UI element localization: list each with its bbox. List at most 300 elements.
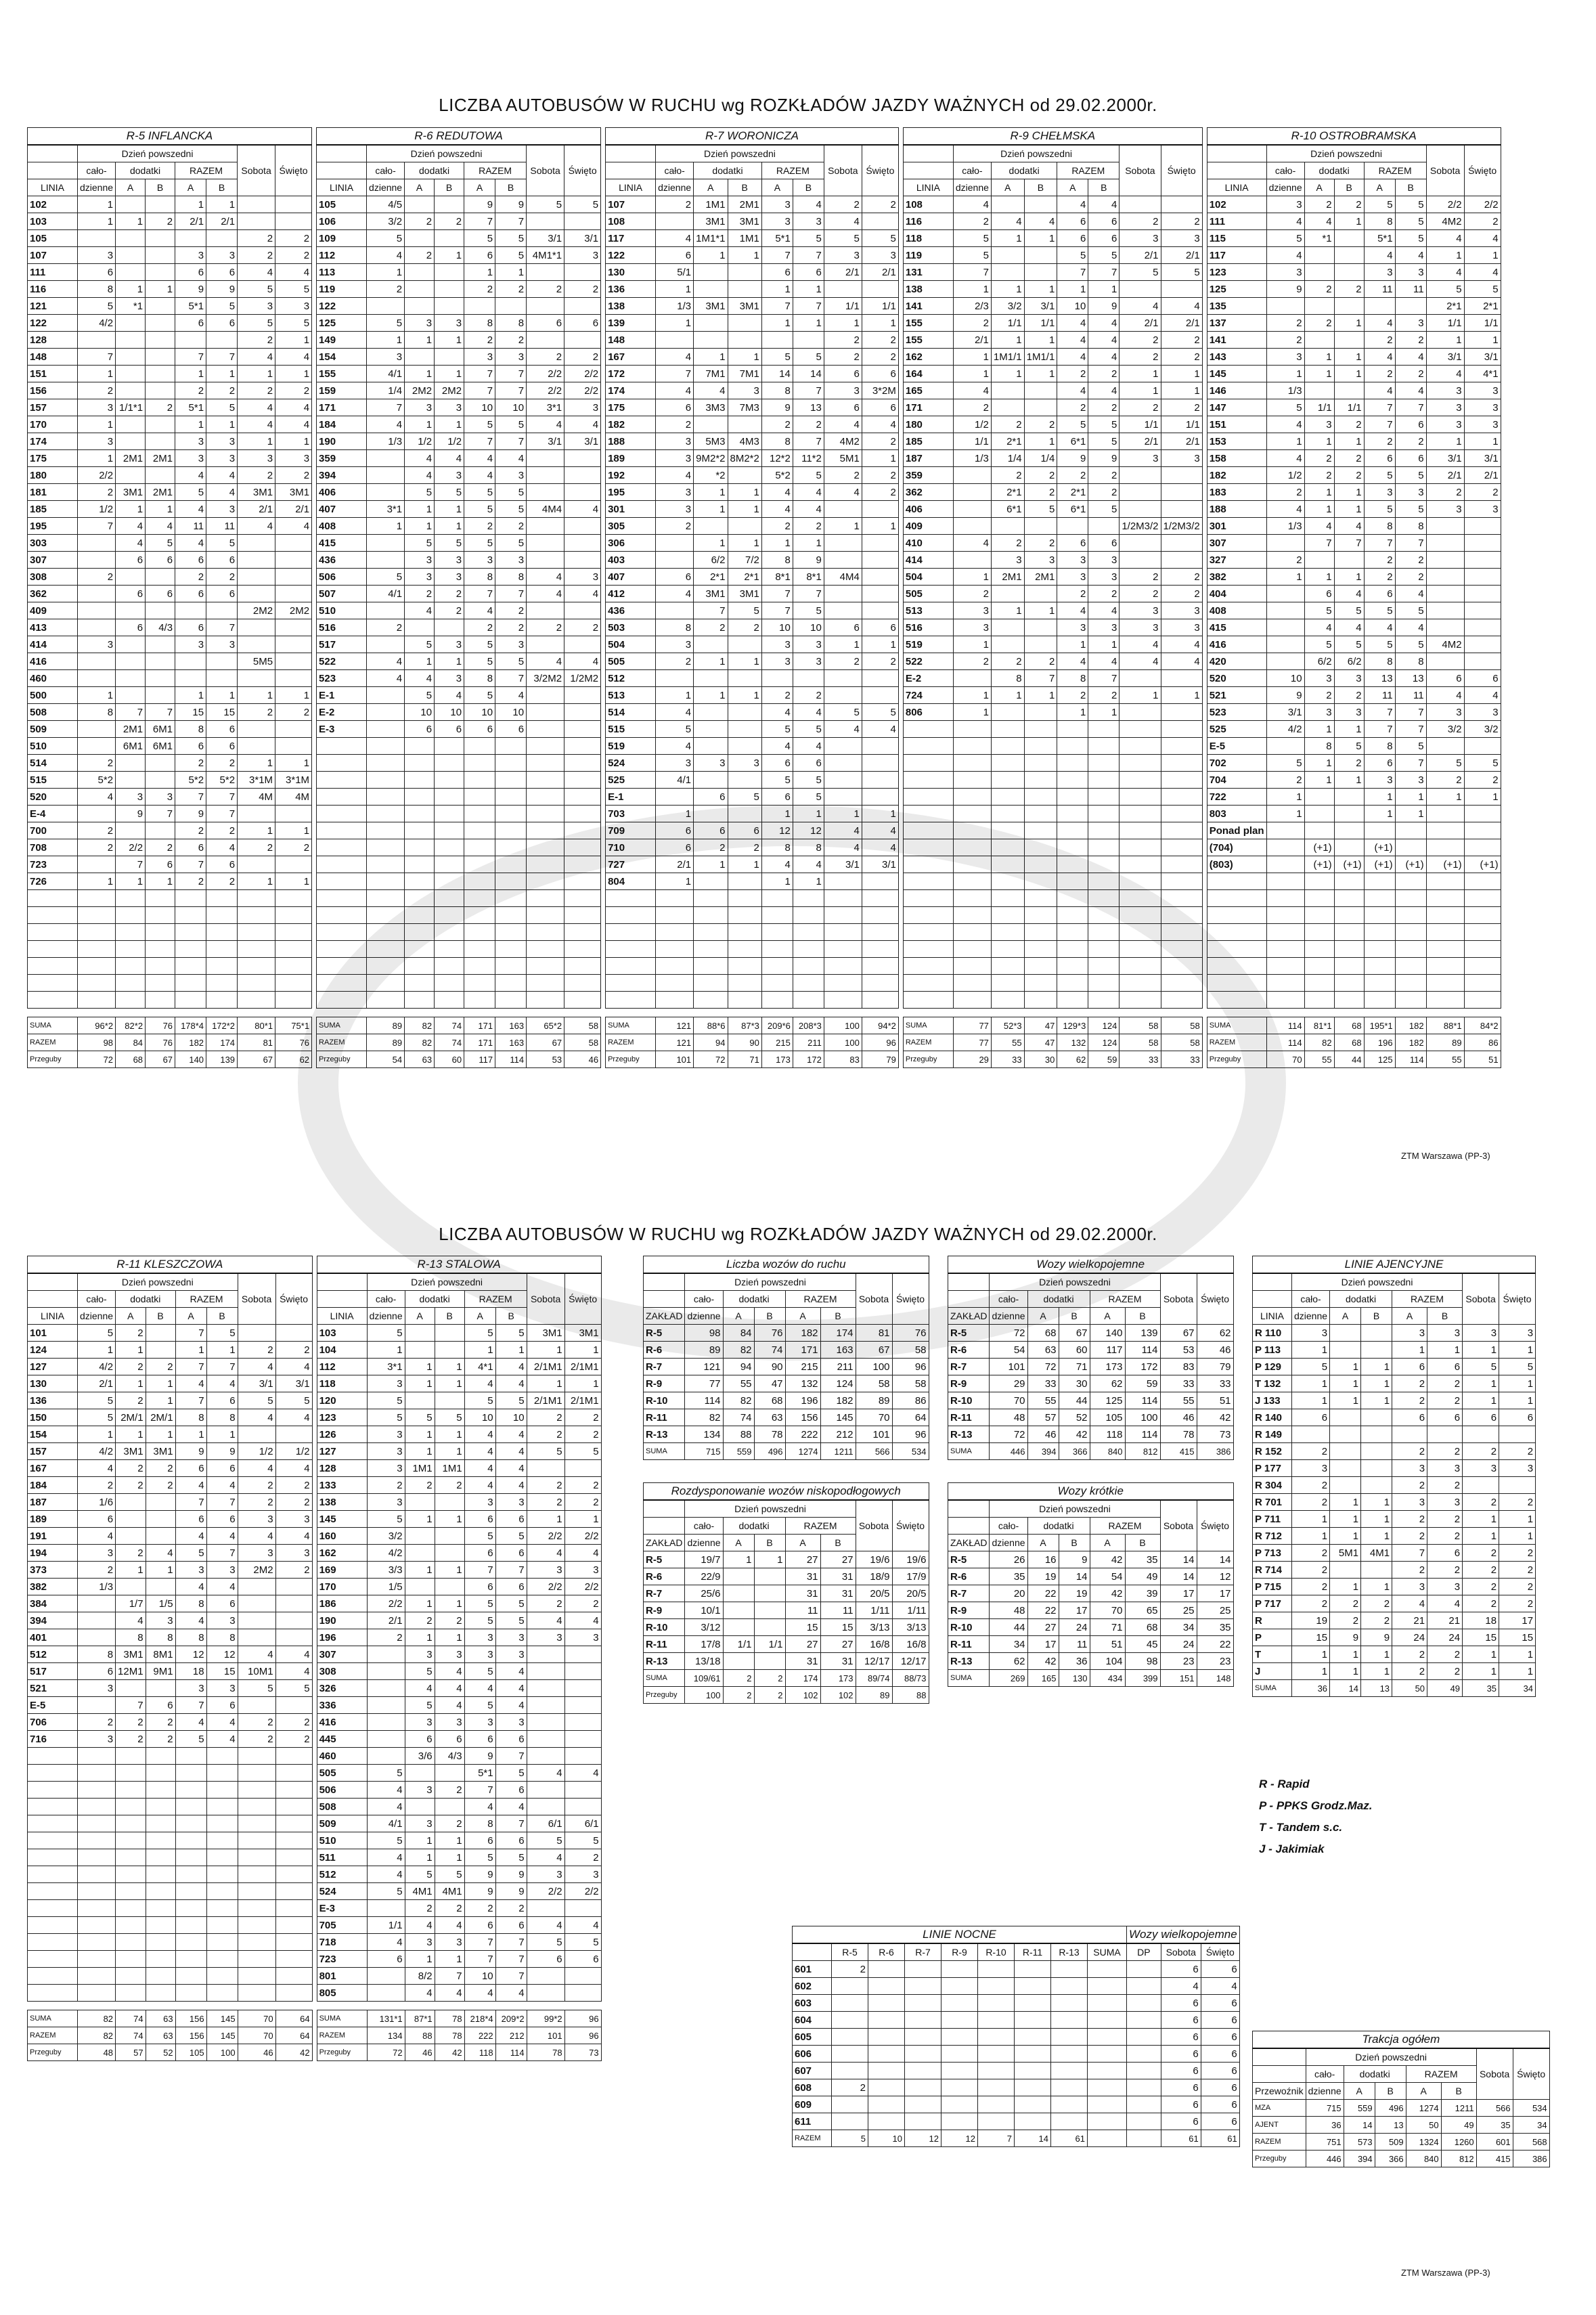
table-cell: 89 (1426, 1034, 1464, 1051)
table-row (28, 1612, 313, 1629)
table-cell (953, 890, 991, 907)
table-row (28, 264, 312, 281)
table-cell (78, 856, 116, 873)
table-cell: 2 (1292, 1595, 1330, 1612)
table-cell: 104 (317, 1342, 367, 1359)
table-row (28, 1782, 313, 1799)
table-cell: 2 (435, 602, 464, 619)
table-cell: 3 (405, 1782, 435, 1799)
header-cell: Święto (892, 1500, 929, 1551)
table-cell: 68 (1334, 1017, 1364, 1034)
header-row (644, 1500, 929, 1518)
table-cell: 82 (685, 1409, 723, 1426)
header-cell: dzienne (953, 179, 991, 196)
table-cell: 2 (1292, 1545, 1330, 1562)
table-cell: 5*2 (78, 772, 116, 789)
table-cell: 5 (1395, 602, 1426, 619)
table-cell (1088, 518, 1120, 535)
table-cell (728, 907, 761, 924)
table-cell: 2 (694, 839, 728, 856)
table-cell: 62 (275, 1051, 312, 1068)
header-cell: RAZEM (761, 162, 824, 179)
table-cell: 19 (1059, 1585, 1090, 1602)
table-cell: 1 (1464, 247, 1501, 264)
header-cell: Dzień powszedni (953, 145, 1119, 162)
table-cell: 2 (367, 281, 405, 298)
table-cell: 308 (28, 569, 78, 586)
table-cell: 1 (793, 806, 824, 822)
table-cell: 3 (1334, 704, 1364, 721)
table-row (1253, 1579, 1536, 1595)
table-cell: 77 (953, 1017, 991, 1034)
table-cell (1304, 789, 1334, 806)
table-cell (275, 1579, 312, 1595)
table-cell: 2 (1427, 1443, 1463, 1460)
table-cell (1161, 704, 1202, 721)
table-cell: 3 (656, 484, 694, 501)
table-cell: 4 (238, 264, 275, 281)
table-cell (146, 467, 175, 484)
table-cell: 145 (317, 1511, 367, 1528)
table-cell: 4 (1334, 619, 1364, 636)
table-cell: 192 (606, 467, 656, 484)
table-cell: 3M1 (728, 586, 761, 602)
table-cell: 2 (405, 247, 435, 264)
table-cell: 1 (862, 450, 898, 467)
table-cell: 64 (275, 2027, 312, 2044)
table-cell (991, 975, 1024, 992)
table-cell: 4 (116, 535, 146, 552)
header-cell: dodatki (991, 162, 1057, 179)
table-cell (1330, 1426, 1361, 1443)
table-cell (1088, 992, 1120, 1009)
table-cell: 6 (464, 247, 495, 264)
table-cell: 6/2 (694, 552, 728, 569)
header-cell: ZAKŁAD (948, 1308, 990, 1325)
table-row (1253, 1392, 1536, 1409)
table-cell: 182 (175, 1034, 206, 1051)
table-cell: 63 (405, 1051, 435, 1068)
table-cell (903, 822, 953, 839)
table-row (28, 1832, 313, 1849)
table-cell (28, 1985, 78, 2002)
table-cell: 1 (1463, 1392, 1499, 1409)
table-cell: 4 (464, 1375, 495, 1392)
table-cell: 8 (175, 1629, 206, 1646)
table-cell: 1 (1361, 1359, 1392, 1375)
table-cell: (+1) (1464, 856, 1501, 873)
table-cell (1120, 822, 1161, 839)
table-cell: 35 (990, 1568, 1027, 1585)
table-cell: 3 (435, 399, 464, 416)
table-cell (1427, 1426, 1463, 1443)
table-cell: 13 (1364, 670, 1395, 687)
table-cell: 2 (464, 281, 495, 298)
table-cell: R-10 (644, 1619, 685, 1636)
table-cell (1463, 1477, 1499, 1494)
table-cell (367, 992, 405, 1009)
table-row (28, 298, 312, 315)
table-cell (1304, 806, 1334, 822)
table-cell: P 711 (1253, 1511, 1292, 1528)
table-cell: 710 (606, 839, 656, 856)
table-cell (116, 653, 146, 670)
table-cell: 160 (317, 1528, 367, 1545)
table-cell: 8 (761, 433, 793, 450)
table-cell (656, 975, 694, 992)
table-row (903, 822, 1202, 839)
table-cell (78, 1849, 116, 1866)
table-cell: 3 (656, 433, 694, 450)
table-row (317, 230, 601, 247)
table-row (28, 1815, 313, 1832)
table-cell: 5*1 (175, 298, 206, 315)
table-row (317, 298, 601, 315)
table-cell: 5 (1395, 213, 1426, 230)
table-cell: 33 (1120, 1051, 1161, 1068)
table-cell (28, 958, 78, 975)
header-cell: cało- (953, 162, 991, 179)
table-cell: 366 (1375, 2151, 1406, 2167)
table-cell: 71 (1090, 1619, 1125, 1636)
table-cell: R-5 (644, 1551, 685, 1568)
table-cell: 3/1 (862, 856, 898, 873)
header-cell: A (116, 1308, 146, 1325)
table-cell (405, 975, 435, 992)
table-cell (1266, 636, 1304, 653)
table-cell (206, 924, 238, 941)
table-cell (564, 552, 601, 569)
table-cell: 523 (317, 670, 367, 687)
table-cell: 516 (317, 619, 367, 636)
table-cell: 2/2 (564, 1528, 601, 1545)
table-cell: 61 (1161, 2130, 1201, 2147)
table-cell (564, 738, 601, 755)
table-cell (564, 1900, 601, 1917)
table-cell (656, 332, 694, 349)
table-cell: 1/2 (953, 416, 991, 433)
table-cell (1057, 856, 1088, 873)
table-cell: 3 (1161, 619, 1202, 636)
table-cell: 1 (1304, 772, 1334, 789)
table-cell: 172 (1125, 1359, 1160, 1375)
table-cell (761, 924, 793, 941)
table-cell (435, 1545, 464, 1562)
table-cell: 7 (1395, 704, 1426, 721)
table-cell: 394 (317, 467, 367, 484)
table-cell: 82 (405, 1017, 435, 1034)
table-cell (495, 789, 527, 806)
table-row (28, 1562, 313, 1579)
table-cell: 2 (78, 839, 116, 856)
table-cell (146, 196, 175, 213)
table-cell (527, 890, 564, 907)
table-cell: 150 (28, 1409, 78, 1426)
table-cell (1304, 873, 1334, 890)
table-cell: 2/3 (953, 298, 991, 315)
table-cell (1392, 1426, 1427, 1443)
table-cell: 10 (405, 704, 435, 721)
table-cell: 36 (1059, 1653, 1090, 1670)
table-cell (1207, 958, 1266, 975)
table-row (606, 535, 899, 552)
table-cell: 7 (1024, 670, 1057, 687)
table-cell: 6 (175, 839, 206, 856)
route-name: R-13 STALOWA (317, 1256, 601, 1274)
table-cell (275, 721, 312, 738)
table-cell: 7 (78, 518, 116, 535)
table-cell: 4 (206, 1528, 238, 1545)
table-cell: 67 (1160, 1325, 1197, 1342)
table-cell (435, 822, 464, 839)
table-title: LINIE NOCNE (793, 1926, 1127, 1944)
table-cell: 3 (495, 1714, 527, 1731)
table-row (317, 1325, 601, 1342)
table-cell: 68 (1027, 1325, 1059, 1342)
table-cell (824, 772, 862, 789)
table-cell: 2 (1161, 213, 1202, 230)
table-cell: 6 (1427, 1359, 1463, 1375)
table-cell: 5 (405, 1697, 435, 1714)
table-cell: 6 (564, 1951, 601, 1968)
table-cell: 5 (495, 247, 527, 264)
table-cell (275, 552, 312, 569)
separator-row (317, 1009, 601, 1017)
table-cell (367, 1968, 405, 1985)
table-cell (495, 822, 527, 839)
table-row (606, 619, 899, 636)
table-cell (78, 1782, 116, 1799)
table-cell: 4/3 (435, 1748, 464, 1765)
table-cell: 7 (206, 789, 238, 806)
table-cell: 154 (317, 349, 367, 366)
table-cell (495, 992, 527, 1009)
table-cell: 55 (1160, 1392, 1197, 1409)
table-cell: 117 (606, 230, 656, 247)
table-cell (116, 1799, 146, 1815)
header-cell: Dzień powszedni (1306, 2048, 1476, 2066)
table-cell: 8 (1395, 653, 1426, 670)
table-cell (527, 687, 564, 704)
table-cell: 407 (317, 501, 367, 518)
table-cell: 76 (146, 1034, 175, 1051)
table-cell: 5 (564, 1934, 601, 1951)
table-cell (238, 1765, 275, 1782)
table-cell: 4 (656, 382, 694, 399)
table-row (28, 2027, 313, 2044)
table-cell (903, 839, 953, 856)
table-row (606, 450, 899, 467)
table-row (606, 822, 899, 839)
table-cell: 4 (464, 1460, 495, 1477)
table-cell: 158 (1207, 450, 1266, 467)
table-cell (146, 349, 175, 366)
table-cell: 4 (1266, 416, 1304, 433)
table-cell (564, 467, 601, 484)
table-cell (606, 992, 656, 1009)
table-cell: 82 (405, 1034, 435, 1051)
table-cell (941, 2079, 978, 2096)
table-cell: 2 (146, 1714, 175, 1731)
table-cell (1395, 992, 1426, 1009)
table-cell: 3 (564, 1562, 601, 1579)
table-cell (405, 772, 435, 789)
table-cell (1015, 1995, 1051, 2012)
table-cell: 4 (656, 738, 694, 755)
table-cell (656, 1009, 694, 1017)
table-cell: 6 (1364, 450, 1395, 467)
table-cell: 19/6 (856, 1551, 892, 1568)
table-cell: 1/2M2 (564, 670, 601, 687)
table-cell (1051, 1978, 1088, 1995)
table-row (28, 1595, 313, 1612)
table-cell (238, 806, 275, 822)
table-cell (1024, 247, 1057, 264)
table-cell: 140 (1090, 1325, 1125, 1342)
table-cell: 49 (1427, 1680, 1463, 1697)
table-cell: 2 (1057, 467, 1088, 484)
table-cell: 2 (527, 349, 564, 366)
table-cell: 2 (1427, 1528, 1463, 1545)
table-cell: 51 (1464, 1051, 1501, 1068)
table-cell (527, 958, 564, 975)
table-cell: 6 (527, 315, 564, 332)
table-cell (1161, 738, 1202, 755)
table-cell: 2 (238, 1714, 275, 1731)
table-cell: 2 (1499, 1443, 1536, 1460)
table-cell (728, 890, 761, 907)
table-cell (1464, 653, 1501, 670)
table-cell: 98 (685, 1325, 723, 1342)
table-cell: 82 (723, 1342, 754, 1359)
table-cell (527, 518, 564, 535)
table-cell: 4 (1161, 1978, 1201, 1995)
table-cell: 1 (761, 873, 793, 890)
table-cell: 508 (28, 704, 78, 721)
table-cell: 406 (317, 484, 367, 501)
header-cell: RAZEM (175, 162, 238, 179)
table-cell: 96 (564, 2010, 601, 2027)
table-cell: 2 (175, 382, 206, 399)
table-cell: 2 (367, 619, 405, 636)
table-cell (78, 806, 116, 822)
table-cell: 122 (28, 315, 78, 332)
table-cell: 4/1 (367, 366, 405, 382)
table-cell: 327 (1207, 552, 1266, 569)
table-cell (1426, 975, 1464, 992)
table-row (317, 941, 601, 958)
table-cell (941, 2113, 978, 2130)
table-cell (694, 670, 728, 687)
table-row (1207, 1051, 1501, 1068)
table-cell (1334, 839, 1364, 856)
table-cell (238, 738, 275, 755)
table-cell: 6 (116, 586, 146, 602)
table-cell: 5 (1464, 281, 1501, 298)
table-cell: 2 (1364, 433, 1395, 450)
table-cell (1024, 992, 1057, 1009)
table-cell (275, 2002, 312, 2010)
table-cell (238, 721, 275, 738)
table-cell: 1 (1392, 1342, 1427, 1359)
table-cell: 27 (1027, 1619, 1059, 1636)
table-cell: 49 (1441, 2117, 1476, 2134)
table-cell: 608 (793, 2079, 832, 2096)
table-cell: 5 (495, 501, 527, 518)
table-cell: 2 (206, 822, 238, 839)
table-cell: 114 (685, 1392, 723, 1409)
table-cell: 1 (206, 416, 238, 433)
table-cell: 604 (793, 2012, 832, 2029)
table-cell: 6 (1426, 670, 1464, 687)
table-cell: 6 (1201, 2113, 1239, 2130)
header-cell: dodatki (694, 162, 762, 179)
table-cell: 4 (238, 1409, 275, 1426)
table-cell: 4M2 (1426, 636, 1464, 653)
table-cell (275, 196, 312, 213)
table-cell: 6 (1057, 213, 1088, 230)
table-cell (238, 636, 275, 653)
table-cell: 5 (832, 2130, 868, 2147)
table-cell: 3 (238, 1511, 275, 1528)
table-cell: 100 (685, 1687, 723, 1704)
table-cell (238, 1815, 275, 1832)
table-cell: 58 (892, 1342, 929, 1359)
table-cell: 403 (606, 552, 656, 569)
table-cell: 1 (694, 484, 728, 501)
table-cell: 8 (78, 704, 116, 721)
table-cell (405, 806, 435, 822)
table-cell (694, 315, 728, 332)
table-row (317, 975, 601, 992)
table-cell (116, 924, 146, 941)
table-cell: 14 (761, 366, 793, 382)
table-cell (146, 975, 175, 992)
table-cell: 156 (785, 1409, 820, 1426)
table-cell: 6 (495, 1579, 527, 1595)
table-cell (978, 2046, 1015, 2063)
table-cell: (+1) (1426, 856, 1464, 873)
table-cell: SUMA (1253, 1680, 1292, 1697)
table-cell: 1/1 (723, 1636, 754, 1653)
table-row (793, 2046, 1240, 2063)
header-cell: Dzień powszedni (685, 1500, 856, 1518)
wozy-krotkie-block (948, 1482, 1234, 1687)
table-cell: 16/8 (856, 1636, 892, 1653)
table-cell: 4 (824, 822, 862, 839)
table-cell: 174 (206, 1034, 238, 1051)
table-cell: 1 (1463, 1375, 1499, 1392)
table-row (1253, 2100, 1550, 2117)
table-cell: 3 (1426, 382, 1464, 399)
table-cell: 3 (464, 1629, 495, 1646)
table-cell: 510 (317, 602, 367, 619)
table-cell: 2 (1392, 1646, 1427, 1663)
table-cell: 86 (892, 1392, 929, 1409)
table-cell: 702 (1207, 755, 1266, 772)
table-cell: 4 (367, 1934, 405, 1951)
table-row (948, 1359, 1234, 1375)
table-row (644, 1602, 929, 1619)
table-cell: 194 (28, 1545, 78, 1562)
table-cell: 4 (495, 1460, 527, 1477)
header-cell: B (1427, 1308, 1463, 1325)
table-row (606, 247, 899, 264)
table-cell (1266, 992, 1304, 1009)
table-cell: 1 (694, 501, 728, 518)
table-cell: 6 (656, 822, 694, 839)
table-cell: 185 (903, 433, 953, 450)
